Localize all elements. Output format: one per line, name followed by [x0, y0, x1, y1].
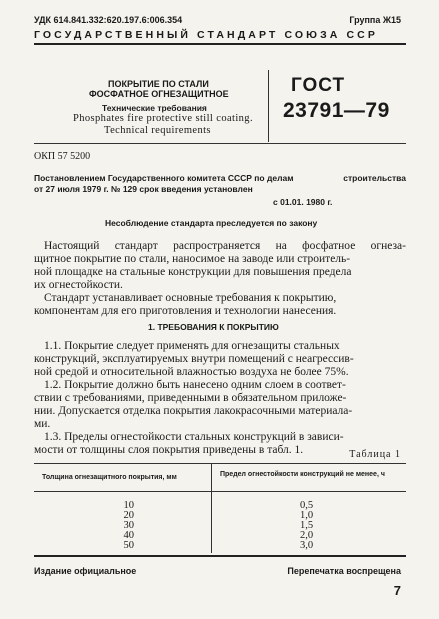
intro-line-4: их огнестойкости.	[34, 279, 123, 291]
word: огнеза-	[370, 240, 406, 252]
effective-date: с 01.01. 1980 г.	[273, 197, 333, 207]
legal-notice: Несоблюдение стандарта преследуется по закону	[105, 218, 318, 228]
gost-number: 23791—79	[283, 99, 390, 122]
para-1-2-line-4: ми.	[34, 418, 51, 430]
para-1-2-line-3: нии. Допускается отделка покрытия лакокрасочными материала-	[34, 405, 353, 417]
word: на	[275, 240, 287, 252]
word: распространяется	[173, 240, 261, 252]
title-divider	[268, 70, 269, 142]
table-cell: 30	[123, 520, 134, 531]
intro-line-5: Стандарт устанавливает основные требования к покрытию,	[44, 292, 337, 304]
decree-line-1-left: Постановлением Государственного комитета СССР по делам	[34, 173, 294, 183]
para-1-1-line-3: ной средой и относительной влажностью воздуха не более 75%.	[34, 366, 349, 378]
table-cell: 1,0	[300, 510, 314, 521]
english-title-line-2: Technical requirements	[104, 125, 211, 136]
section-heading: 1. ТРЕБОВАНИЯ К ПОКРЫТИЮ	[148, 322, 279, 332]
official-edition-note: Издание официальное	[34, 566, 137, 576]
table-column-limit	[300, 501, 324, 551]
intro-line-2: щитное покрытие по стали, наносимое на заводе или строитель-	[34, 253, 351, 265]
table-cell: 10	[123, 500, 134, 511]
table-cell: 50	[123, 540, 134, 551]
para-1-1-line-2: конструкций, эксплуатируемых внутри помещений с неагрессив-	[34, 353, 354, 365]
table-caption: Таблица 1	[349, 449, 401, 460]
table-cell: 3,0	[300, 540, 314, 551]
table-column-thickness	[114, 501, 134, 551]
udk-code: УДК 614.841.332:620.197.6:006.354	[34, 15, 183, 25]
para-1-3-line-2: мости от толщины слоя покрытия приведены в табл. 1.	[34, 444, 304, 456]
english-title-line-1: Phosphates fire protective still coating.	[73, 113, 253, 124]
table-top-rule	[34, 463, 406, 464]
para-1-2-line-1: 1.2. Покрытие должно быть нанесено одним слоем в соответ-	[44, 379, 346, 391]
table-cell: 2,0	[300, 530, 314, 541]
page-number: 7	[393, 583, 401, 598]
decree-line-1	[34, 173, 406, 183]
title-line-2: ФОСФАТНОЕ ОГНЕЗАЩИТНОЕ	[89, 89, 229, 99]
intro-line-6: компонентам для его приготовления и технологии нанесения.	[34, 305, 337, 317]
para-1-3-line-1: 1.3. Пределы огнестойкости стальных конструкций в зависи-	[44, 431, 344, 443]
standard-title: ГОСУДАРСТВЕННЫЙ СТАНДАРТ СОЮЗА ССР	[34, 29, 378, 41]
header-rule	[34, 43, 406, 45]
table-header-limit: Предел огнестойкости конструкций не менее, ч	[220, 471, 385, 478]
word: Настоящий	[44, 240, 100, 252]
reprint-prohibited-note: Перепечатка воспрещена	[287, 566, 401, 576]
okp-code: ОКП 57 5200	[34, 151, 91, 162]
table-cell: 20	[123, 510, 134, 521]
para-1-1-line-1: 1.1. Покрытие следует применять для огнезащиты стальных	[44, 340, 340, 352]
title-line-1: ПОКРЫТИЕ ПО СТАЛИ	[108, 79, 209, 89]
intro-line-1	[34, 240, 406, 253]
decree-line-2: от 27 июля 1979 г. № 129 срок введения установлен	[34, 184, 253, 194]
word: стандарт	[114, 240, 158, 252]
group-code: Группа Ж15	[349, 15, 401, 25]
footer-rule	[34, 555, 406, 557]
table-cell: 0,5	[300, 500, 314, 511]
word: фосфатное	[302, 240, 356, 252]
decree-line-1-right: строительства	[343, 173, 406, 183]
table-header-thickness: Толщина огнезащитного покрытия, мм	[42, 474, 177, 481]
table-cell: 1,5	[300, 520, 314, 531]
para-1-2-line-2: ствии с требованиями, приведенными в обязательном приложе-	[34, 392, 347, 404]
intro-line-3: ной площадке на стальные конструкции для повышения предела	[34, 266, 352, 278]
subtitle: Технические требования	[102, 103, 207, 113]
gost-label: ГОСТ	[291, 75, 346, 96]
table-cell: 40	[123, 530, 134, 541]
table-column-divider	[211, 463, 212, 553]
table-header-rule	[34, 491, 406, 492]
title-rule	[34, 143, 406, 144]
